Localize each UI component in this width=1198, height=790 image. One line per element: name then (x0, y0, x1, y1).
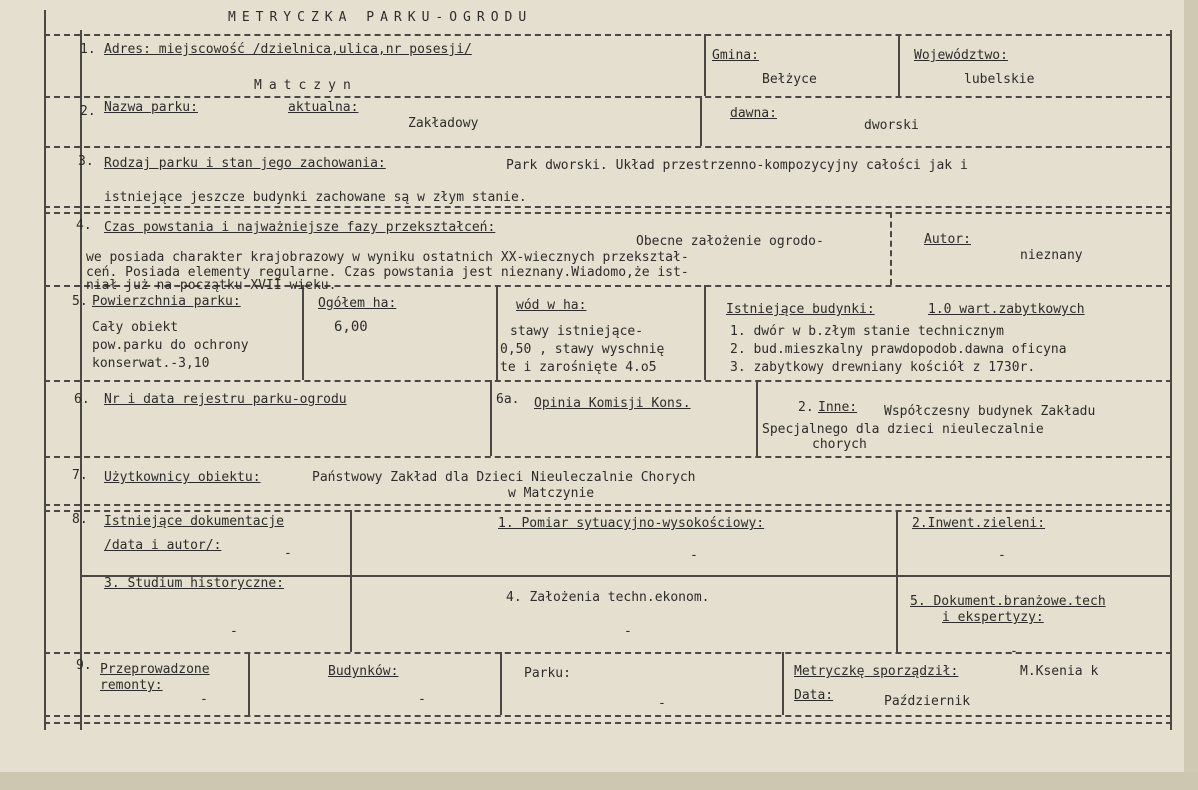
dokument-value: - (1010, 644, 1018, 659)
dokument-label2: i ekspertyzy: (942, 610, 1044, 625)
remonty-value: - (200, 692, 208, 707)
pomiar-label: 1. Pomiar sytuacyjno-wysokościowy: (498, 516, 765, 531)
zalozenia-value: - (624, 624, 632, 639)
s1-label: Adres: miejscowość /dzielnica,ulica,nr posesji/ (104, 42, 472, 57)
budynki-label: Istniejące budynki: (726, 302, 875, 317)
s4-line1: we posiada charakter krajobrazowy w wyniku ostatnich XX-wiecznych przekształ- (86, 250, 689, 265)
inne-line1: Współczesny budynek Zakładu (884, 404, 1096, 419)
studium-value: - (230, 624, 238, 639)
studium-label: 3. Studium historyczne: (104, 576, 285, 591)
inne-label: Inne: (818, 400, 858, 415)
inwent-value: - (998, 548, 1006, 563)
s6-number: 6. (74, 392, 90, 407)
wod-line2: 0,50 , stawy wyschnię (500, 342, 665, 357)
budynek-2: 2. bud.mieszkalny prawdopodob.dawna oficyna (730, 342, 1067, 357)
frame-left-line (44, 10, 46, 730)
div-gmina (704, 34, 706, 96)
gmina-label: Gmina: (712, 48, 759, 63)
page-edge (1184, 0, 1198, 790)
gmina-value: Bełżyce (762, 72, 817, 87)
rule-s4 (44, 206, 1172, 208)
div-budynki (704, 285, 706, 380)
pomiar-value: - (690, 548, 698, 563)
rule-top (44, 34, 1172, 36)
rule-s8 (44, 504, 1172, 506)
dawna-value: dworski (864, 118, 919, 133)
autor-label: Autor: (924, 232, 971, 247)
s6a-label: Opinia Komisji Kons. (534, 396, 691, 411)
s1-value: Matczyn (254, 78, 358, 93)
div-inne (756, 380, 758, 456)
div-s8b (896, 510, 898, 652)
s4-number: 4. (76, 218, 92, 233)
div-6a (490, 380, 492, 456)
s3-line2: istniejące jeszcze budynki zachowane są w złym stanie. (104, 190, 527, 205)
div-s9c (782, 652, 784, 715)
div-autor (890, 212, 892, 285)
s8-number: 8. (72, 512, 88, 527)
s8-label2: /data i autor/: (104, 538, 222, 553)
div-wod (496, 285, 498, 380)
sporzadzil-label: Metryczkę sporządził: (794, 664, 959, 679)
s4-line2: ceń. Posiada elementy regularne. Czas powstania jest nieznany.Wiadomo,że ist- (86, 265, 689, 280)
zalozenia-label: 4. Założenia techn.ekonom. (506, 590, 710, 605)
s4-line3: niał już na początku XVII wieku. (86, 278, 337, 293)
s8-value: - (284, 546, 292, 561)
budynkow-label: Budynków: (328, 664, 399, 679)
s7-value2: w Matczynie (508, 486, 595, 501)
inwent-label: 2.Inwent.zieleni: (912, 516, 1046, 531)
aktualna-value: Zakładowy (408, 116, 479, 131)
rule-s9 (44, 652, 1172, 654)
s5-value2: pow.parku do ochrony (92, 338, 249, 353)
budynkow-value: - (418, 692, 426, 707)
div-woj (898, 34, 900, 96)
budynki-extra: 1.0 wart.zabytkowych (928, 302, 1085, 317)
s6-label: Nr i data rejestru parku-ogrodu (104, 392, 347, 407)
inne-line3: chorych (812, 437, 867, 452)
wod-line1: stawy istniejące- (510, 324, 644, 339)
s9-number: 9. (76, 658, 92, 673)
ogolem-value: 6,00 (334, 319, 368, 335)
s5-label: Powierzchnia parku: (92, 294, 241, 309)
autor-value: nieznany (1020, 248, 1083, 263)
div-s8a (350, 510, 352, 652)
rule-bottom (44, 715, 1172, 717)
wod-line3: te i zarośnięte 4.o5 (500, 360, 657, 375)
s7-label: Użytkownicy obiektu: (104, 470, 261, 485)
form-title: METRYCZKA PARKU-OGRODU (228, 10, 533, 25)
s4-label: Czas powstania i najważniejsze fazy przekształceń: (104, 220, 496, 235)
s5-value3: konserwat.-3,10 (92, 356, 210, 371)
data-value: Październik (884, 694, 971, 709)
s5-number: 5. (72, 294, 88, 309)
wod-label: wód w ha: (516, 298, 587, 313)
sporzadzil-value: M.Ksenia k (1020, 664, 1099, 679)
rule-s8b (44, 510, 1172, 512)
data-label: Data: (794, 688, 834, 703)
s4-text0: Obecne założenie ogrodo- (636, 234, 824, 249)
div-ogolem (302, 285, 304, 380)
ogolem-label: Ogółem ha: (318, 296, 397, 311)
parku-label: Parku: (524, 666, 571, 681)
parku-value: - (658, 696, 666, 711)
rule-s7 (44, 456, 1172, 458)
s3-line1: Park dworski. Układ przestrzenno-kompozycyjny całości jak i (506, 158, 968, 173)
s9-label1: Przeprowadzone (100, 662, 210, 677)
inne-number: 2. (798, 400, 814, 415)
aktualna-label: aktualna: (288, 100, 359, 115)
budynek-1: 1. dwór w b.złym stanie technicznym (730, 324, 1004, 339)
div-s9a (248, 652, 250, 715)
dokument-label1: 5. Dokument.branżowe.tech (910, 594, 1106, 609)
rule-s3 (44, 146, 1172, 148)
rule-s4b (44, 212, 1172, 214)
dawna-label: dawna: (730, 106, 777, 121)
rule-s6 (44, 380, 1172, 382)
s2-label: Nazwa parku: (104, 100, 198, 115)
s5-value1: Cały obiekt (92, 320, 179, 335)
woj-label: Województwo: (914, 48, 1008, 63)
s9-label2: remonty: (100, 678, 163, 693)
s2-number: 2. (80, 104, 96, 119)
s3-label: Rodzaj parku i stan jego zachowania: (104, 156, 386, 171)
page-edge-bottom (0, 772, 1198, 790)
div-s9b (500, 652, 502, 715)
budynek-3: 3. zabytkowy drewniany kościół z 1730r. (730, 360, 1036, 375)
s3-number: 3. (78, 154, 94, 169)
rule-bottom-2 (44, 722, 1172, 724)
s6a-number: 6a. (496, 392, 520, 407)
s1-number: 1. (80, 42, 96, 57)
inne-line2: Specjalnego dla dzieci nieuleczalnie (762, 422, 1044, 437)
rule-s2 (44, 96, 1172, 98)
s7-number: 7. (72, 468, 88, 483)
s8-label1: Istniejące dokumentacje (104, 514, 285, 529)
div-dawna (700, 96, 702, 146)
woj-value: lubelskie (964, 72, 1035, 87)
s7-value1: Państwowy Zakład dla Dzieci Nieuleczalnie Chorych (312, 470, 696, 485)
